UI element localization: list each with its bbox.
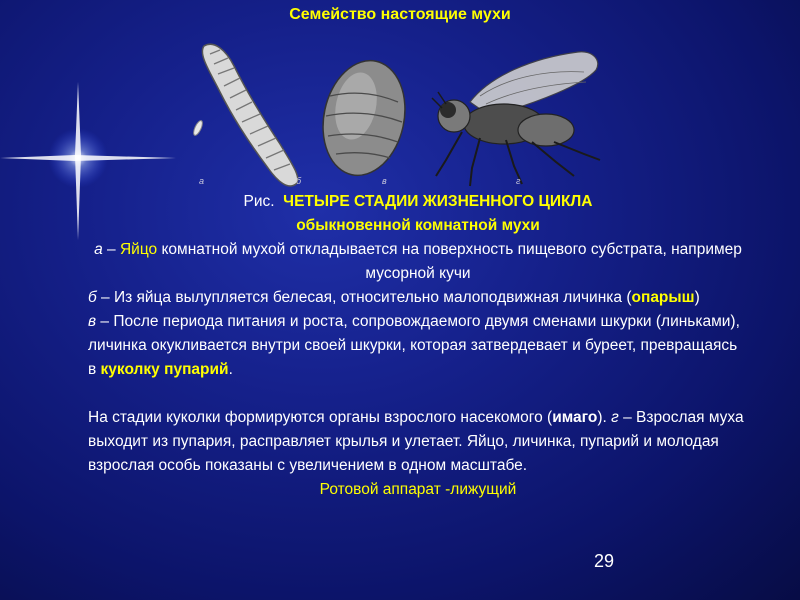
stage-label-g: г <box>516 176 521 186</box>
para-v-text: – После периода питания и роста, сопровождаемого двумя сменами шкурки (линьками), личинка окукливается внутри своей шкурки, которая затвердевает и буреет, превращаясь в <box>88 313 740 378</box>
para-final-bold: имаго <box>552 409 598 426</box>
para-final-letter: г <box>611 409 619 426</box>
spacer <box>88 382 748 406</box>
egg-drawing <box>192 119 204 136</box>
paragraph-a <box>88 238 748 286</box>
para-a-dash: – <box>102 241 120 258</box>
slide-title: Семейство настоящие мухи <box>289 6 511 23</box>
para-a-highlight: Яйцо <box>119 241 158 258</box>
para-b-tail: ) <box>694 289 700 306</box>
figure-title-line1: ЧЕТЫРЕ СТАДИИ ЖИЗНЕННОГО ЦИКЛА <box>283 193 593 210</box>
stage-label-v: в <box>382 176 387 186</box>
para-v-tail: . <box>228 361 233 378</box>
adult-fly-drawing <box>432 52 600 186</box>
paragraph-v <box>88 310 748 382</box>
para-b-text: – Из яйца вылупляется белесая, относительно малоподвижная личинка ( <box>96 289 632 306</box>
para-b-highlight: опарыш <box>631 289 695 306</box>
paragraph-final <box>88 406 748 478</box>
figure-heading <box>88 190 748 214</box>
para-a-letter: а <box>94 241 103 258</box>
figure-label: Рис. <box>243 193 275 210</box>
stage-label-a: a <box>199 176 205 186</box>
figure-title-line2: обыкновенной комнатной мухи <box>296 217 540 234</box>
page-number: 29 <box>593 551 614 571</box>
para-final-text1: На стадии куколки формируются органы взрослого насекомого ( <box>88 409 553 426</box>
para-b-letter: б <box>88 289 97 306</box>
caption-text <box>88 190 748 502</box>
stage-labels <box>0 176 800 188</box>
fly-lifecycle-illustration <box>180 36 620 192</box>
larva-drawing <box>202 44 297 186</box>
para-v-highlight: куколку пупарий <box>100 361 229 378</box>
paragraph-b <box>88 286 748 310</box>
para-final-text2: ). <box>597 409 612 426</box>
para-a-text: комнатной мухой откладывается на поверхность пищевого субстрата, например мусорной кучи <box>157 241 742 282</box>
para-v-letter: в <box>88 313 97 330</box>
stage-label-b: б <box>296 176 302 186</box>
para-final-text3: – Взрослая муха выходит из пупария, расправляет крылья и улетает. Яйцо, личинка, пупарий и молодая взрослая особь показаны с увеличением в одном масштабе. <box>88 409 744 474</box>
pupa-drawing <box>313 53 415 183</box>
footer-line: Ротовой аппарат -лижущий <box>319 481 517 498</box>
